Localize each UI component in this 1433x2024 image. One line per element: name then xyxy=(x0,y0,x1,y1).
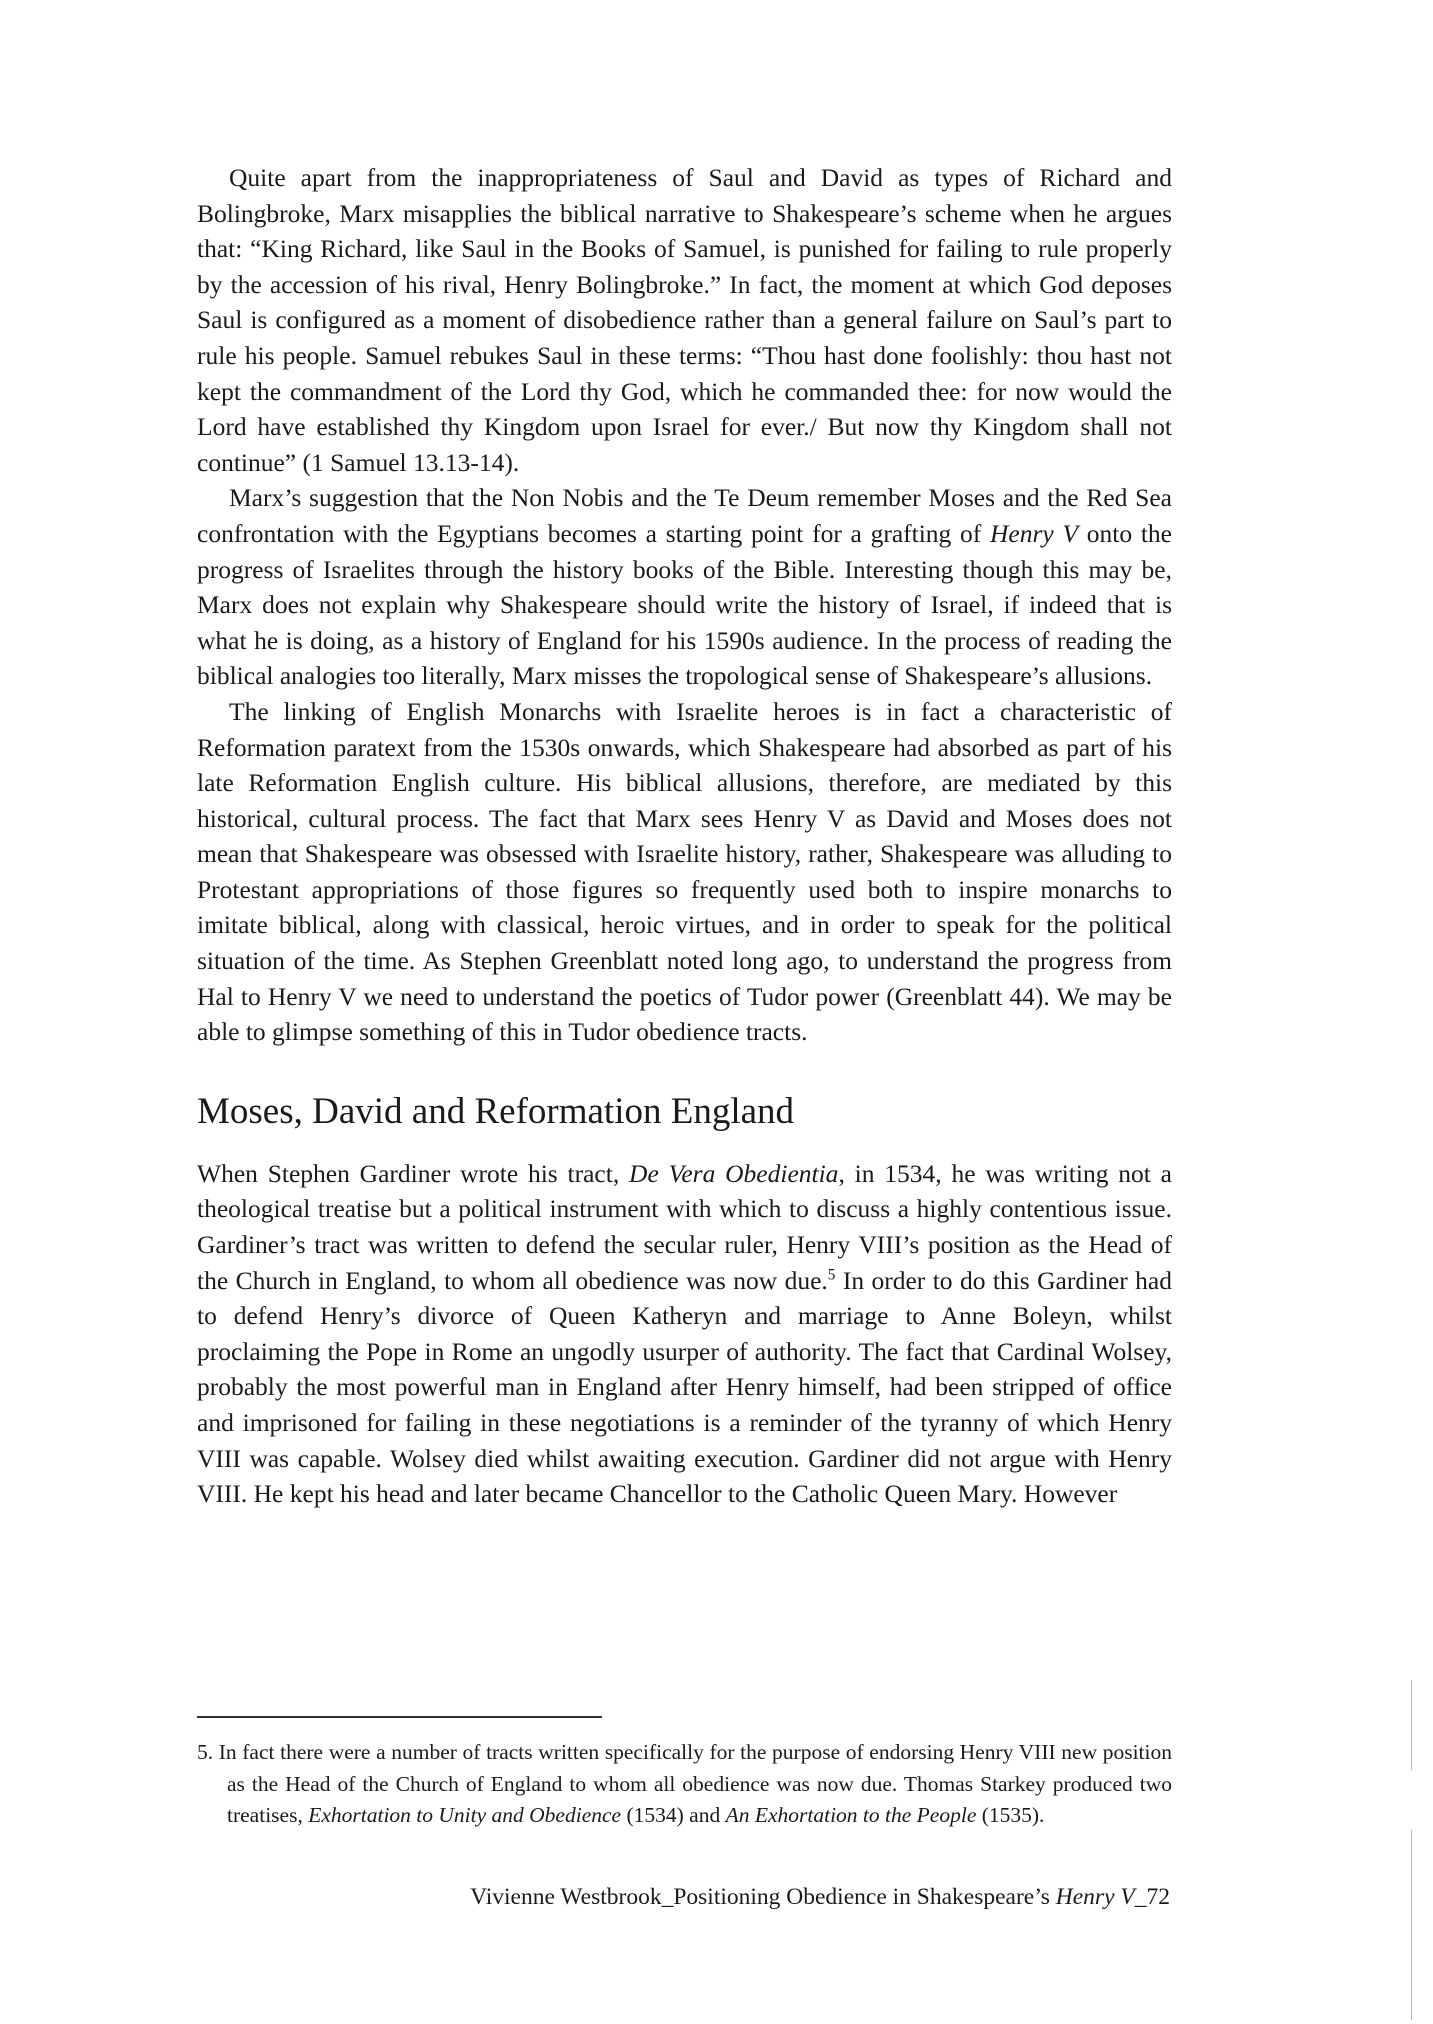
scan-edge-mark xyxy=(1411,1680,1412,1770)
section-heading: Moses, David and Reformation England xyxy=(197,1090,795,1132)
body-text xyxy=(197,160,1172,1512)
text-run: In order to do this Gardiner had to defend Henry’s divorce of Queen Katheryn and marriage to Anne Boleyn, whilst proclaiming the Pope in Rome an ungodly usurper of authority. The fact that Cardinal Wolsey, probably the most powerful man in England after Henry himself, had been stripped of office and imprisoned for failing in these negotiations is a reminder of the tyranny of which Henry VIII was capable. Wolsey died whilst awaiting execution. Gardiner did not argue with Henry VIII. He kept his head and later became Chancellor to the Catholic Queen Mary. However xyxy=(197,1265,1172,1509)
text-run: (1535). xyxy=(976,1803,1045,1827)
text-run: (1534) and xyxy=(621,1803,726,1827)
scan-edge-mark xyxy=(1411,1830,1412,2020)
paragraph xyxy=(197,160,1172,480)
italic-text: Henry V xyxy=(1055,1884,1135,1910)
page-footer xyxy=(410,1884,1170,1911)
text-run: Marx’s suggestion that the Non Nobis and the Te Deum remember Moses and the Red Sea confrontation with the Egyptians becomes a starting point for a grafting of xyxy=(197,483,1172,548)
text-run: 5. In fact there were a number of tracts written specifically for the purpose of endorsing Henry VIII new position as the Head of the Church of England to whom all obedience was now due. Thomas Starkey produced two treatises, xyxy=(197,1740,1172,1827)
text-run: Quite apart from the inappropriateness of Saul and David as types of Richard and Bolingbroke, Marx misapplies the biblical narrative to Shakespeare’s scheme when he argues that: “King Richard, like Saul in the Books of Samuel, is punished for failing to rule properly by the accession of his rival, Henry Bolingbroke.” In fact, the moment at which God deposes Saul is configured as a moment of disobedience rather than a general failure on Saul’s part to rule his people. Samuel rebukes Saul in these terms: “Thou hast done foolishly: thou hast not kept the commandment of the Lord thy God, which he commanded thee: for now would the Lord have established thy Kingdom upon Israel for ever./ But now thy Kingdom shall not continue” (1 Samuel 13.13-14). xyxy=(197,163,1172,477)
italic-text: Exhortation to Unity and Obedience xyxy=(308,1803,622,1827)
paragraph xyxy=(197,1156,1172,1512)
text-run: , in 1534, he was writing not a theological treatise but a political instrument with which to discuss a highly contentious issue. Gardiner’s tract was written to defend the secular ruler, Henry VIII’s position as the Head of the Church in England, to whom all obedience was now due. xyxy=(197,1158,1172,1295)
text-run: The linking of English Monarchs with Israelite heroes is in fact a characteristic of Reformation paratext from the 1530s onwards, which Shakespeare had absorbed as part of his late Reformation English culture. His biblical allusions, therefore, are mediated by this historical, cultural process. The fact that Marx sees Henry V as David and Moses does not mean that Shakespeare was obsessed with Israelite history, rather, Shakespeare was alluding to Protestant appropriations of those figures so frequently used both to inspire monarchs to imitate biblical, along with classical, heroic virtues, and in order to speak for the political situation of the time. As Stephen Greenblatt noted long ago, to understand the progress from Hal to Henry V we need to understand the poetics of Tudor power (Greenblatt 44). We may be able to glimpse something of this in Tudor obedience tracts. xyxy=(197,696,1172,1047)
footnote-ref: 5 xyxy=(827,1266,836,1284)
italic-text: Henry V xyxy=(990,518,1079,548)
italic-text: De Vera Obedientia xyxy=(629,1158,839,1188)
text-run: Vivienne Westbrook_Positioning Obedience in Shakespeare’s xyxy=(470,1884,1056,1910)
text-run: When Stephen Gardiner wrote his tract, xyxy=(197,1158,630,1188)
paragraph xyxy=(197,480,1172,694)
text-run: _72 xyxy=(1134,1884,1170,1910)
footnote-divider xyxy=(197,1716,602,1718)
italic-text: An Exhortation to the People xyxy=(725,1803,977,1827)
paragraph xyxy=(197,694,1172,1050)
footnote xyxy=(197,1737,1172,1832)
text-run: onto the progress of Israelites through the history books of the Bible. Interesting though this may be, Marx does not explain why Shakespeare should write the history of Israel, if indeed that is what he is doing, as a history of England for his 1590s audience. In the process of reading the biblical analogies too literally, Marx misses the tropological sense of Shakespeare’s allusions. xyxy=(197,518,1172,691)
